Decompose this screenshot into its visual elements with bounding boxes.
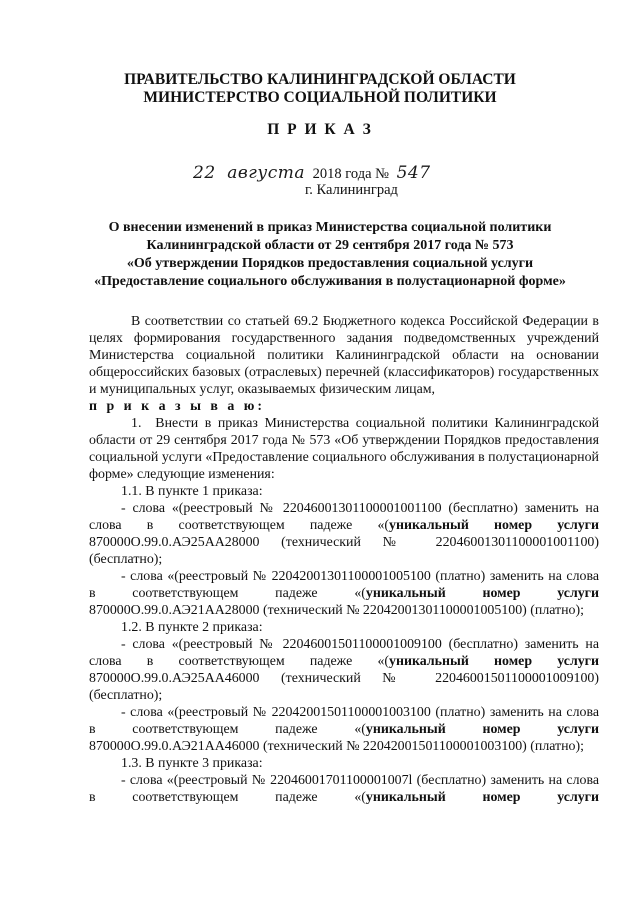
subitem-1-1-heading: 1.1. В пункте 1 приказа: bbox=[121, 484, 263, 499]
item-1-paragraph: 1. Внести в приказ Министерства социальной политики Калининградской области от 29 сентября 2017 года № 573 «Об утверждении Порядков предоставления социальной услуги «Предоставление социального обслуживания в полустационарной форме» следующие изменения: bbox=[89, 416, 599, 482]
ministry-heading: МИНИСТЕРСТВО СОЦИАЛЬНОЙ ПОЛИТИКИ bbox=[143, 89, 497, 106]
subitem-1-1-a: - слова «(реестровый № 22046001301100001001100 (бесплатно) заменить на слова в соответствующем падеже «(уникальный номер услуги 870000О.99.0.АЭ25АА28000 (технический № 22046001301100001001100) (бесплатно); bbox=[89, 501, 599, 567]
handwritten-number: 547 bbox=[396, 163, 431, 183]
subitem-1-3-heading: 1.3. В пункте 3 приказа: bbox=[121, 756, 263, 771]
title-line-2: Калининградской области от 29 сентября 2017 года № 573 bbox=[146, 238, 514, 253]
title-line-1: О внесении изменений в приказ Министерства социальной политики bbox=[108, 220, 552, 235]
year-text: 2018 года № bbox=[312, 166, 389, 182]
handwritten-day: 22 bbox=[193, 163, 216, 183]
handwritten-month: августа bbox=[227, 163, 306, 183]
title-line-3: «Об утверждении Порядков предоставления социальной услуги bbox=[126, 256, 534, 271]
subitem-1-3-a: - слова «(реестровый № 22046001701100001007l (бесплатно) заменить на слова в соответствующем падеже «(уникальный номер услуги bbox=[89, 773, 599, 805]
intro-paragraph: В соответствии со статьей 69.2 Бюджетного кодекса Российской Федерации в целях формирования государственного задания подведомственных учреждений Министерства социальной политики Калининградской области на основании общероссийских базовых (отраслевых) перечней (классификаторов) государственных и муниципальных услуг, оказываемых физическим лицам, bbox=[89, 314, 599, 397]
subitem-1-2-b: - слова «(реестровый № 22042001501100001003100 (платно) заменить на слова в соответствующем падеже «(уникальный номер услуги 870000О.99.0.АЭ21АА46000 (технический № 22042001501100001003100) (платно); bbox=[89, 705, 599, 754]
title-line-4: «Предоставление социального обслуживания в полустационарной форме» bbox=[94, 274, 566, 289]
document-body bbox=[89, 313, 599, 806]
city-label: г. Калининград bbox=[305, 182, 398, 198]
government-heading: ПРАВИТЕЛЬСТВО КАЛИНИНГРАДСКОЙ ОБЛАСТИ bbox=[124, 71, 516, 88]
subitem-1-2-heading: 1.2. В пункте 2 приказа: bbox=[121, 620, 263, 635]
document-type-heading: П Р И К А З bbox=[267, 121, 373, 138]
order-word: п р и к а з ы в а ю: bbox=[89, 399, 266, 414]
subitem-1-2-a: - слова «(реестровый № 22046001501100001009100 (бесплатно) заменить на слова в соответствующем падеже «(уникальный номер услуги 870000О.99.0.АЭ25АА46000 (технический № 22046001501100001009100) (бесплатно); bbox=[89, 637, 599, 703]
subitem-1-1-b: - слова «(реестровый № 22042001301100001005100 (платно) заменить на слова в соответствующем падеже «(уникальный номер услуги 870000О.99.0.АЭ21АА28000 (технический № 22042001301100001005100) (платно); bbox=[89, 569, 599, 618]
